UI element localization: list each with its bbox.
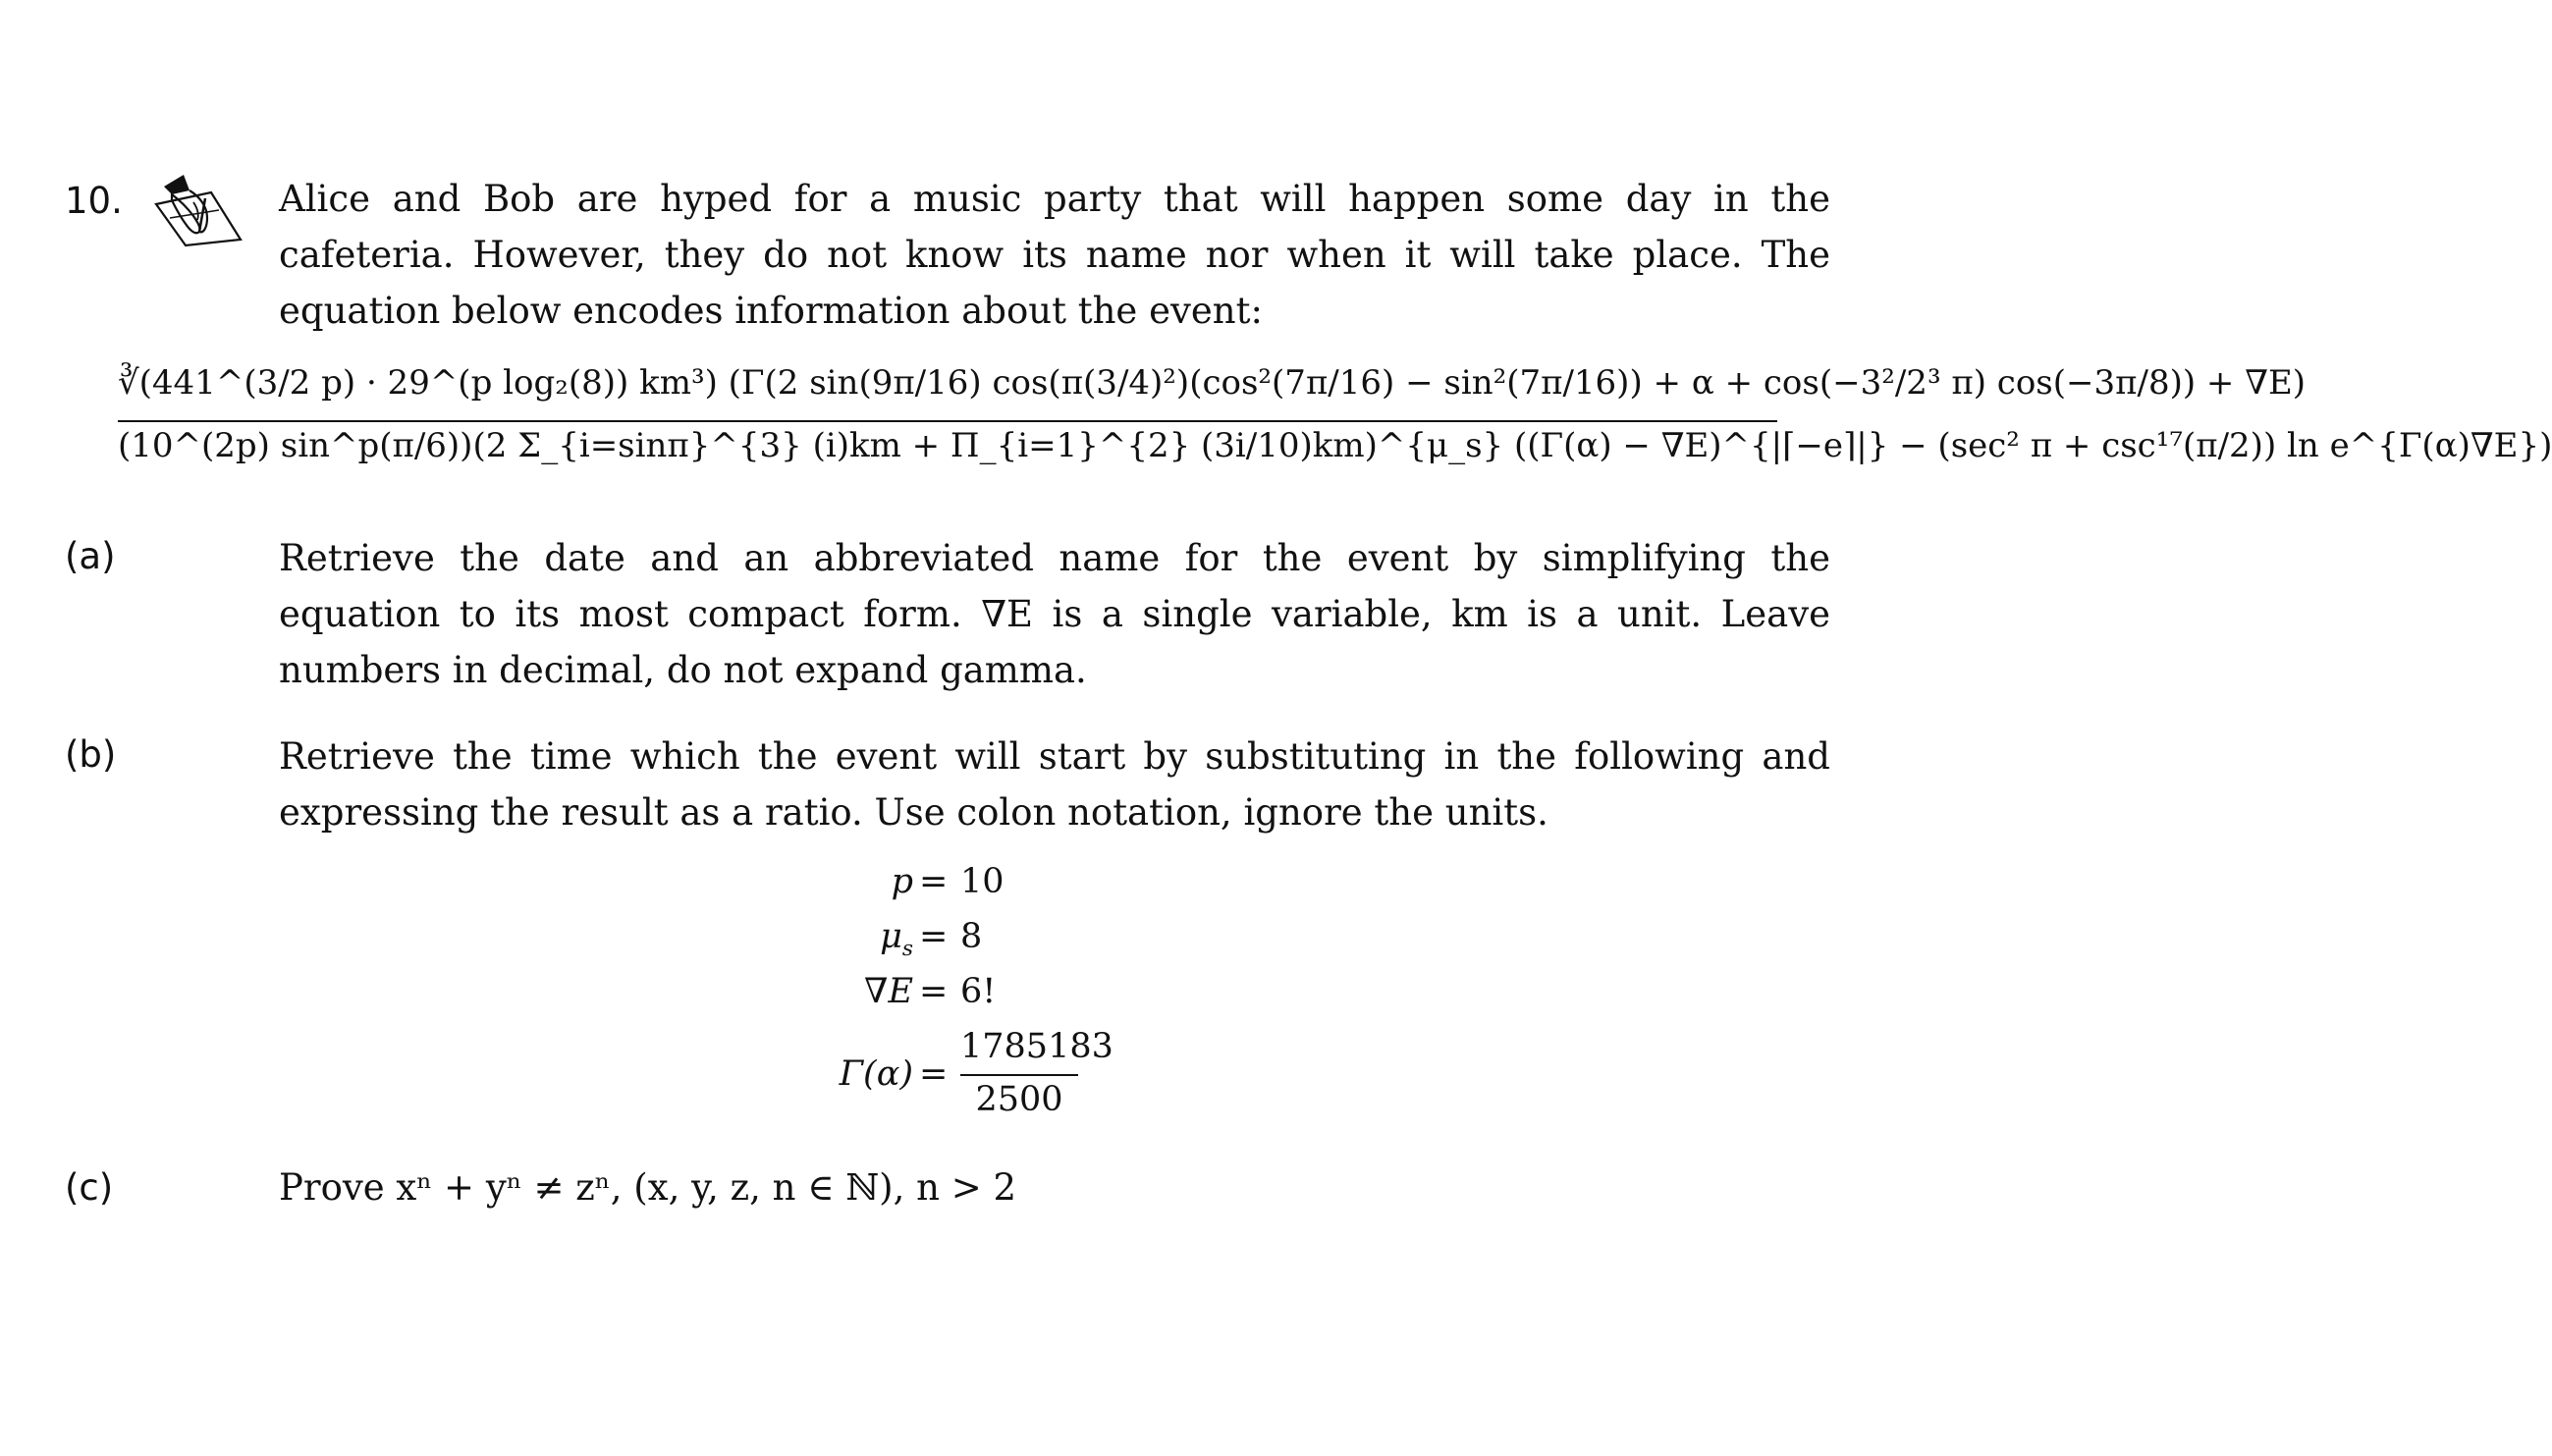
gamma-numerator: 1785183	[960, 1027, 1113, 1066]
equation-numerator: ∛(441^(3/2 p) · 29^(p log₂(8)) km³) (Γ(2 sin(9π/16) cos(π(3/4)²)(cos²(7π/16) − sin²(7π/16)) + α + cos(−3²/2³ π) cos(−3π/8)) + ∇E)	[118, 363, 2307, 403]
fraction-bar	[960, 1074, 1078, 1076]
value-p: 10	[960, 862, 1005, 901]
value-grad-e: 6!	[960, 972, 997, 1011]
question-number: 10.	[65, 180, 123, 222]
part-b-label: (b)	[65, 733, 117, 776]
var-mu: $\mu_s$	[880, 917, 913, 961]
substitution-grad-e	[746, 972, 1139, 1021]
part-c-label: (c)	[65, 1166, 114, 1209]
encoded-equation	[118, 363, 2552, 491]
fraction-bar	[118, 420, 1777, 422]
gamma-fraction	[960, 1027, 1113, 1119]
equals-sign: =	[919, 972, 949, 1011]
value-mu: 8	[960, 917, 983, 956]
equation-denominator: (10^(2p) sin^p(π/6))(2 Σ_{i=sinπ}^{3} (i)km + Π_{i=1}^{2} (3i/10)km)^{μ_s} ((Γ(α) − ∇E)^{|⌈−e⌉|} − (sec² π + csc¹⁷(π/2)) ln e^{Γ(α)∇E})	[118, 426, 2552, 465]
equals-sign: =	[919, 1054, 949, 1094]
part-a-label: (a)	[65, 535, 116, 577]
substitution-mu	[746, 917, 1139, 966]
gamma-denominator: 2500	[975, 1080, 1063, 1119]
equals-sign: =	[919, 862, 949, 901]
var-p: p	[891, 862, 913, 901]
substitution-gamma	[746, 1027, 1139, 1135]
equals-sign: =	[919, 917, 949, 956]
var-gamma: Γ(α)	[839, 1054, 913, 1094]
part-a-text: Retrieve the date and an abbreviated name for the event by simplifying the equation to its most compact form. ∇E is a single variable, km is a unit. Leave numbers in decimal, do not expand gamma.	[279, 537, 1830, 691]
hand-writing-icon	[150, 175, 244, 249]
var-grad-e: ∇E	[864, 972, 913, 1011]
question-intro: Alice and Bob are hyped for a music party that will happen some day in the cafeteria. However, they do not know its name nor when it will take place. The equation below encodes information about the event:	[279, 178, 1830, 332]
substitution-p	[746, 862, 1139, 911]
part-b-text: Retrieve the time which the event will start by substituting in the following and expressing the result as a ratio. Use colon notation, ignore the units.	[279, 735, 1830, 834]
part-c-text: Prove xⁿ + yⁿ ≠ zⁿ, (x, y, z, n ∈ ℕ), n > 2	[279, 1166, 1017, 1209]
